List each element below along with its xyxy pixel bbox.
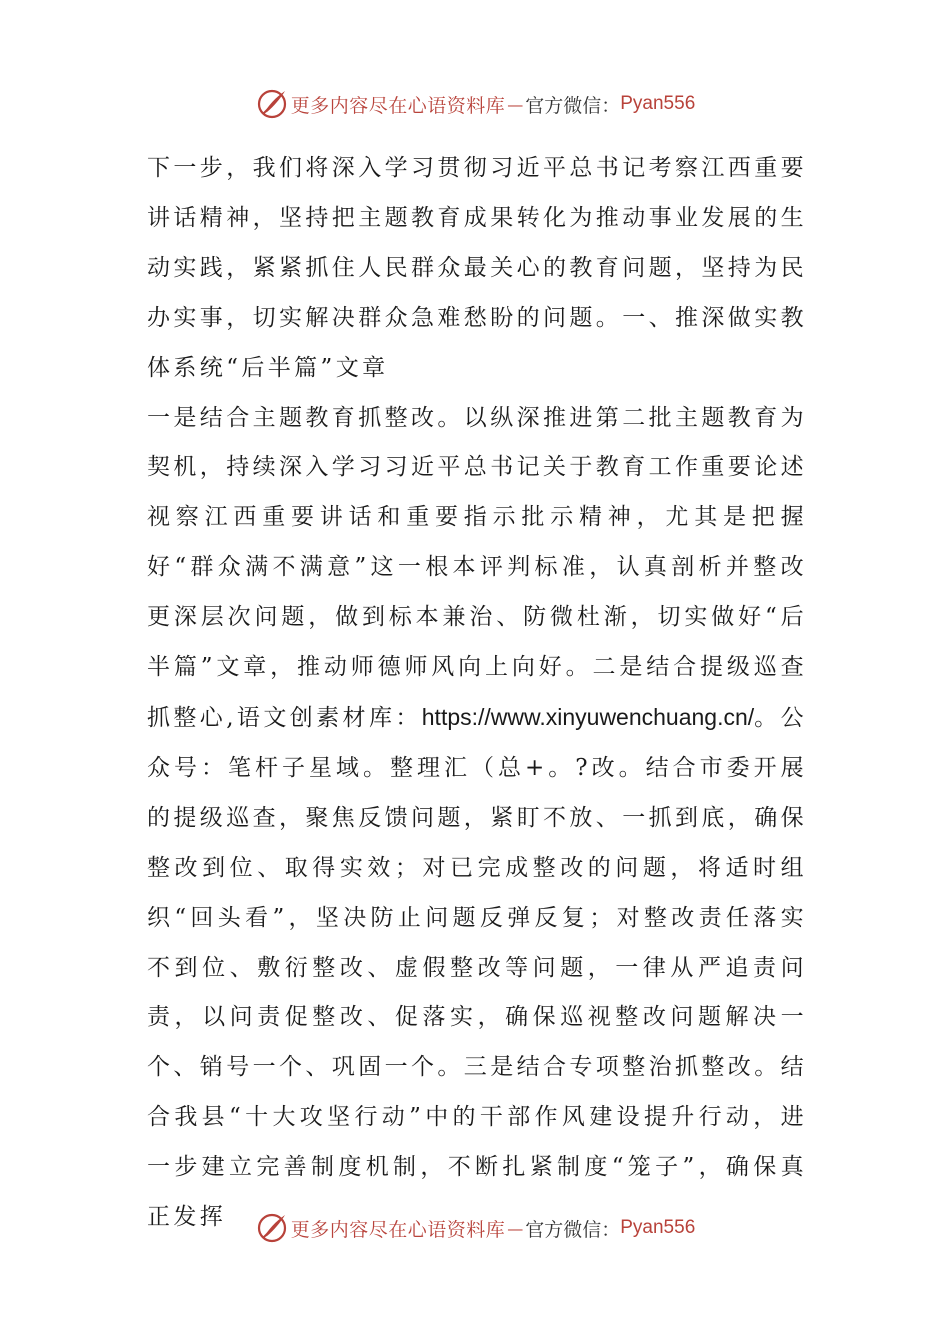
banner-text: 更多内容尽在心语资料库 xyxy=(290,1218,506,1241)
banner-wechat-label: 官方微信： xyxy=(525,94,621,117)
paragraph-2-text-b: 。公众号：笔杆子星域。整理汇（总+。?改。结合市委开展的提级巡查，聚焦反馈问题，紧盯不放、一抓到底，确保整改到位、取得实效；对已完成整改的问题，将适时组织“回头看”，坚决防止问题反弹反复；对整改责任落实不到位、敷衍整改、虚假整改等问题，一律从严追责问责，以问责促整改、促落实，确保巡视整改问题解决一个、销号一个、巩固一个。三是结合专项整治抓整改。结合我县“十大攻坚行动”中的干部作风建设提升行动，进一步建立完善制度机制，不断扎紧制度“笼子”，确保真正发挥 xyxy=(147,704,807,1231)
resource-url-link[interactable]: https://www.xinyuwenchuang.cn/ xyxy=(421,703,755,730)
quill-logo-icon xyxy=(255,87,289,121)
footer-banner xyxy=(0,1208,950,1248)
paragraph-2-text-a: 一是结合主题教育抓整改。以纵深推进第二批主题教育为契机，持续深入学习习近平总书记关于教育工作重要论述视察江西重要讲话和重要指示批示精神，尤其是把握好“群众满不满意”这一根本评判标准，认真剖析并整改更深层次问题，做到标本兼治、防微杜渐，切实做好“后半篇”文章，推动师德师风向上向好。二是结合提级巡查抓整心,语文创素材库： xyxy=(147,404,807,731)
paragraph-2 xyxy=(147,394,807,1243)
header-banner-inner xyxy=(255,87,696,121)
footer-banner-inner xyxy=(255,1211,696,1245)
banner-wechat-id: Pyan556 xyxy=(620,93,696,114)
banner-separator: — xyxy=(507,94,524,114)
banner-separator: — xyxy=(507,1218,524,1238)
quill-logo-icon xyxy=(255,1211,289,1245)
banner-wechat-id: Pyan556 xyxy=(620,1217,696,1238)
document-body xyxy=(147,144,807,1243)
banner-wechat-label: 官方微信： xyxy=(525,1218,621,1241)
banner-text: 更多内容尽在心语资料库 xyxy=(290,94,506,117)
header-banner xyxy=(0,84,950,124)
paragraph-1: 下一步，我们将深入学习贯彻习近平总书记考察江西重要讲话精神，坚持把主题教育成果转化为推动事业发展的生动实践，紧紧抓住人民群众最关心的教育问题，坚持为民办实事，切实解决群众急难愁盼的问题。一、推深做实教体系统“后半篇”文章 xyxy=(147,155,807,381)
